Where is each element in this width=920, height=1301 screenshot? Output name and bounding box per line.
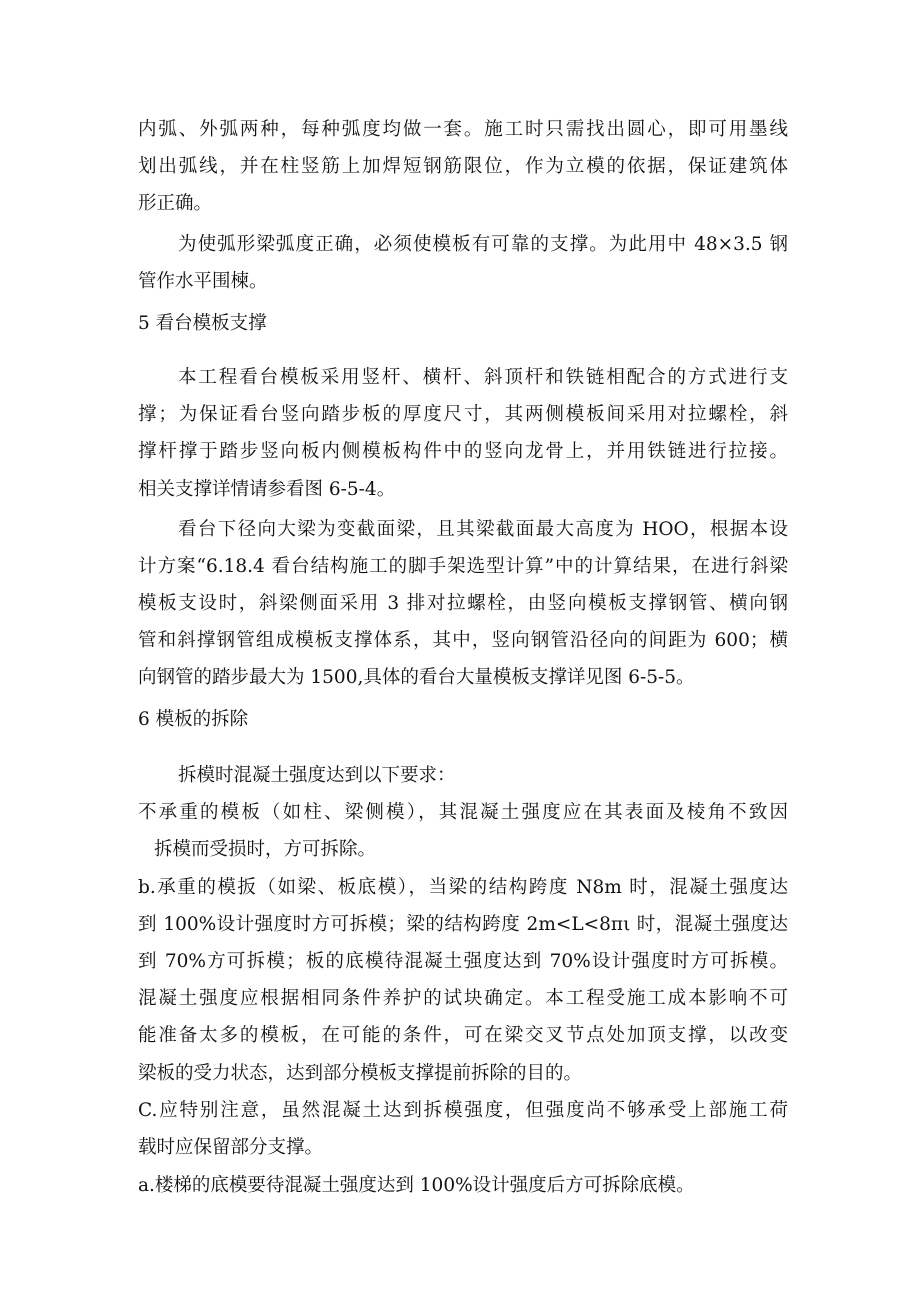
- text-line: 管作水平围楝。: [138, 271, 268, 292]
- text-line: 模板支设时，斜梁侧面采用 3 排对拉螺栓，由竖向模板支撑钢管、横向钢: [138, 593, 788, 614]
- text-line: 撑杆撑于踏步竖向板内侧模板构件中的竖向龙骨上，并用铁链进行拉接。: [138, 441, 788, 462]
- text-line: 相关支撑详情请参看图 6-5-4。: [138, 479, 396, 500]
- text-line: 拆模时混凝土强度达到以下要求：: [178, 765, 456, 786]
- text-line: C.应特别注意，虽然混凝土达到拆模强度，但强度尚不够承受上部施工荷: [138, 1100, 788, 1121]
- text-line: 本工程看台模板采用竖杆、横杆、斜顶杆和铁链相配合的方式进行支: [178, 367, 788, 388]
- text-line: 拆模而受损时，方可拆除。: [154, 839, 377, 860]
- text-line: 载时应保留部分支撑。: [138, 1137, 324, 1158]
- text-line: 到 70%方可拆模；板的底模待混凝土强度达到 70%设计强度时方可拆模。: [138, 951, 788, 972]
- text-line: 为使弧形梁弧度正确，必须使模板有可靠的支撑。为此用中 48×3.5 钢: [178, 234, 788, 255]
- text-line: a.楼梯的底模要待混凝土强度达到 100%设计强度后方可拆除底模。: [138, 1175, 695, 1196]
- text-line: 看台下径向大梁为变截面梁，且其梁截面最大高度为 HOO，根据本设: [178, 519, 788, 540]
- text-line: 不承重的模板（如柱、梁侧模），其混凝土强度应在其表面及棱角不致因: [138, 802, 788, 823]
- text-line: 内弧、外弧两种，每种弧度均做一套。施工时只需找出圆心，即可用墨线: [138, 119, 788, 140]
- text-line: 划出弧线，并在柱竖筋上加焊短钢筋限位，作为立模的依据，保证建筑体: [138, 156, 788, 177]
- text-line: 计方案“6.18.4 看台结构施工的脚手架选型计算”中的计算结果，在进行斜梁: [138, 556, 788, 577]
- text-line: 混凝土强度应根据相同条件养护的试块确定。本工程受施工成本影响不可: [138, 988, 788, 1009]
- text-line: 能准备太多的模板，在可能的条件，可在梁交叉节点处加顶支撑，以改变: [138, 1025, 788, 1046]
- text-line: 到 100%设计强度时方可拆模；梁的结构跨度 2m<L<8πι 时，混凝土强度达: [138, 914, 788, 935]
- section-heading: 5 看台模板支撑: [138, 313, 267, 334]
- section-heading: 6 模板的拆除: [138, 709, 249, 730]
- text-line: 梁板的受力状态，达到部分模板支撑提前拆除的目的。: [138, 1063, 583, 1084]
- text-line: b.承重的模扳（如梁、板底模），当梁的结构跨度 N8m 时，混凝土强度达: [138, 877, 788, 898]
- text-line: 形正确。: [138, 193, 213, 214]
- text-line: 撑；为保证看台竖向踏步板的厚度尺寸，其两侧模板间采用对拉螺栓，斜: [138, 404, 788, 425]
- text-line: 向钢管的踏步最大为 1500,具体的看台大量模板支撑详见图 6-5-5。: [138, 667, 695, 688]
- text-line: 管和斜撑钢管组成模板支撑体系，其中，竖向钢管沿径向的间距为 600；横: [138, 630, 788, 651]
